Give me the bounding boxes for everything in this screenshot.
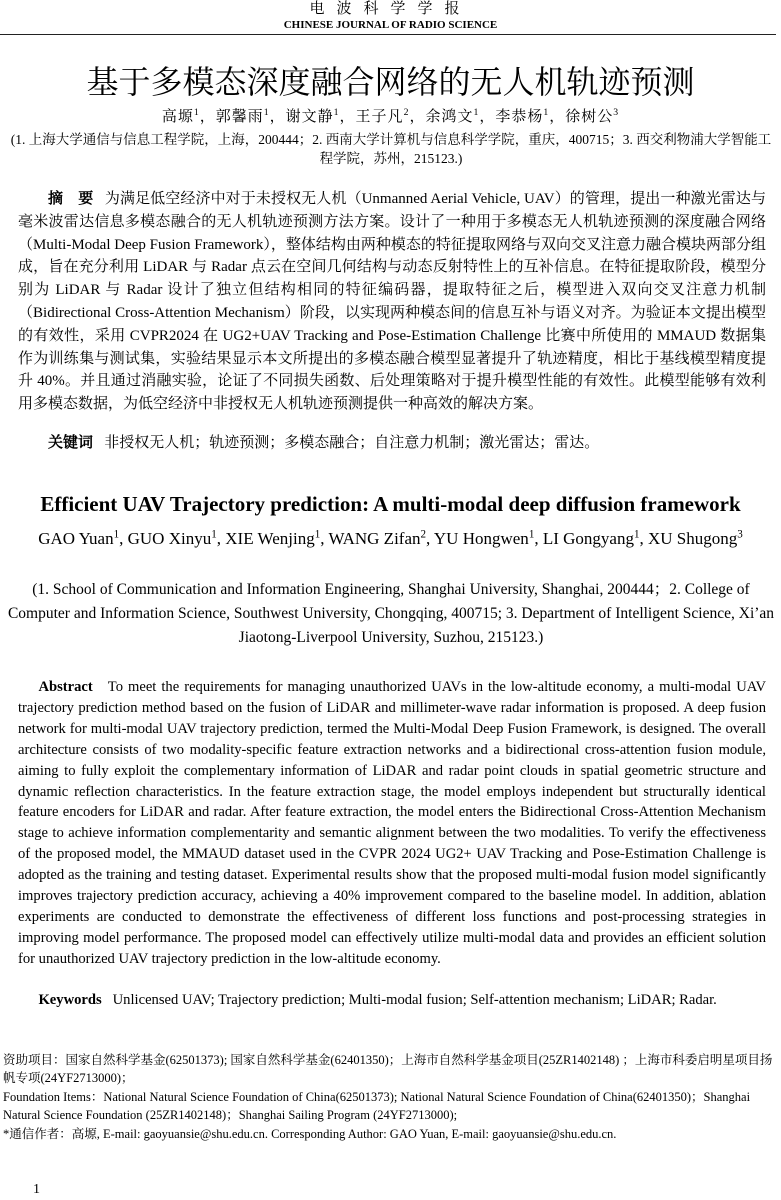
paper-title-cn: 基于多模态深度融合网络的无人机轨迹预测	[86, 63, 695, 101]
author-affiliation-mark: 3	[613, 107, 620, 118]
author-affiliation-mark: 1	[314, 528, 321, 541]
author-name: 李恭杨	[495, 109, 544, 125]
paper-title-en: Efficient UAV Trajectory prediction: A multi-modal deep diffusion framework	[40, 492, 741, 516]
author-affiliation-mark: 1	[193, 107, 200, 118]
keywords-en-text: Unlicensed UAV; Trajectory prediction; Multi-modal fusion; Self-attention mechanism; LiDAR; Radar.	[112, 992, 717, 1008]
author-name: 郭馨雨	[215, 109, 264, 125]
author-affiliation-mark: 1	[211, 528, 217, 541]
abstract-cn-label: 摘 要	[48, 191, 94, 207]
author-affiliation-mark: 1	[528, 528, 535, 541]
author-name: GAO Yuan	[38, 529, 114, 548]
author-affiliation-mark: 2	[420, 528, 427, 541]
author-name: 谢文静	[285, 109, 334, 125]
header-divider	[0, 34, 776, 35]
journal-name-en: CHINESE JOURNAL OF RADIO SCIENCE	[283, 19, 498, 31]
page-number: 1	[33, 1182, 40, 1197]
affiliation-cn: (1. 上海大学通信与信息工程学院，上海，200444；2. 西南大学计算机与信息科学学院，重庆，400715；3. 西交利物浦大学智能工程学院，苏州，215123.)	[10, 132, 772, 166]
author-name: YU Hongwen	[433, 529, 529, 548]
abstract-cn	[18, 188, 766, 416]
journal-name-cn: 电波科学学报	[309, 1, 472, 17]
affiliation-en: (1. School of Communication and Information Engineering, Shanghai University, Shanghai, 200444；2. College of Computer and Information Science, Southwest University, Chongqing, 400715; 3. Department of Intelligent Science, Xi’an Jiaotong-Liverpool University, Suzhou, 215123.)	[7, 581, 775, 646]
author-name: GUO Xinyu	[127, 529, 212, 548]
author-name: LI Gongyang	[542, 529, 634, 548]
author-name: XU Shugong	[648, 529, 738, 548]
funding-cn: 资助项目：国家自然科学基金(62501373); 国家自然科学基金(62401350)；上海市自然科学基金项目(25ZR1402148) ；上海市科委启明星项目扬帆专项(24YF2713000)；	[3, 1053, 773, 1086]
footnotes	[3, 1051, 773, 1143]
abstract-en-text: To meet the requirements for managing unauthorized UAVs in the low-altitude economy, a multi-modal UAV trajectory prediction method based on the fusion of LiDAR and millimeter-wave radar information is proposed. A deep fusion network for multi-modal UAV trajectory prediction, termed the Multi-Modal Deep Fusion Framework, is designed. The overall architecture consists of two modality-specific feature extraction networks and a bidirectional cross-attention fusion module, aiming to fully exploit the complementary information of LiDAR and radar point clouds in spatial geometric structure and dynamic reflection characteristics. In the feature extraction stage, the model employs independent but structurally identical feature encoders for LiDAR and radar. After feature extraction, the model enters the Bidirectional Cross-Attention Mechanism stage to achieve information complementarity and semantic alignment between the two modalities. To verify the effectiveness of the proposed model, the MMAUD dataset used in the CVPR 2024 UG2+ UAV Tracking and Pose-Estimation Challenge is adopted as the training and testing dataset. Experimental results show that the proposed multi-modal fusion model significantly improves trajectory prediction accuracy, achieving a 40% improvement compared to the baseline model. In addition, ablation experiments are conducted to demonstrate the effectiveness of different loss functions and post-processing strategies in improving model performance. The proposed model can effectively utilize multi-modal data and provides an efficient solution for unauthorized UAV trajectory prediction in the low-altitude economy.	[18, 679, 766, 967]
author-affiliation-mark: 1	[633, 528, 640, 541]
author-affiliation-mark: 1	[473, 107, 480, 118]
author-affiliation-mark: 3	[737, 528, 743, 541]
author-name: XIE Wenjing	[225, 529, 315, 548]
abstract-en	[18, 677, 766, 970]
keywords-en-label: Keywords	[38, 992, 102, 1008]
keywords-cn	[18, 432, 766, 455]
author-list-en: GAO Yuan$^1$, GUO Xinyu$^1$, XIE Wenjing$^1$, WANG Zifan$^2$, YU Hongwen$^1$, LI Gongyang$^1$, XU Shugong$^3$	[38, 528, 743, 548]
abstract-cn-text: 为满足低空经济中对于未授权无人机（Unmanned Aerial Vehicle, UAV）的管理，提出一种激光雷达与毫米波雷达信息多模态融合的无人机轨迹预测方法方案。设计了一种用于多模态无人机轨迹预测的深度融合网络（Multi-Modal Deep Fusion Framework），整体结构由两种模态的特征提取网络与双向交叉注意力融合模块两部分组成，旨在充分利用 LiDAR 与 Radar 点云在空间几何结构与动态反射特性上的互补信息。在特征提取阶段，模型分别为 LiDAR 与 Radar 设计了独立但结构相同的特征编码器，提取特征之后，模型进入双向交叉注意力机制（Bidirectional Cross-Attention Mechanism）阶段，以实现两种模态间的信息互补与语义对齐。为验证本文提出模型的有效性，采用 CVPR2024 在 UG2+UAV Tracking and Pose-Estimation Challenge 比赛中所使用的 MMAUD 数据集作为训练集与测试集，实验结果显示本文所提出的多模态融合模型显著提升了轨迹精度，相比于基线模型精度提升 40%。并且通过消融实验，论证了不同损失函数、后处理策略对于提升模型性能的有效性。此模型能够有效利用多模态数据，为低空经济中非授权无人机轨迹预测提供一种高效的解决方案。	[18, 191, 767, 413]
author-affiliation-mark: 1	[333, 107, 340, 118]
author-name: 王子凡	[355, 109, 404, 125]
keywords-cn-text: 非授权无人机；轨迹预测；多模态融合；自注意力机制；激光雷达；雷达。	[104, 435, 600, 451]
author-name: WANG Zifan	[328, 529, 421, 548]
author-affiliation-mark: 1	[543, 107, 550, 118]
corresponding-author: *通信作者：高塬, E-mail: gaoyuansie@shu.edu.cn. Corresponding Author: GAO Yuan, E-mail: gaoyuansie@shu.edu.cn.	[3, 1126, 617, 1141]
funding-en: Foundation Items：National Natural Science Foundation of China(62501373); National Natural Science Foundation of China(62401350)；Shanghai Natural Science Foundation (25ZR1402148)；Shanghai Sailing Program (24YF2713000);	[3, 1089, 751, 1123]
author-name: 余鸿文	[425, 109, 474, 125]
author-affiliation-mark: 2	[403, 107, 410, 118]
author-name: 高塬	[161, 109, 194, 125]
abstract-en-label: Abstract	[38, 679, 93, 695]
author-affiliation-mark: 1	[113, 528, 120, 541]
author-name: 徐树公	[565, 109, 614, 125]
author-affiliation-mark: 1	[263, 107, 270, 118]
keywords-en	[18, 990, 766, 1011]
author-list-cn: 高塬$^1$，郭馨雨$^1$，谢文静$^1$，王子凡$^2$，余鸿文$^1$，李恭杨$^1$，徐树公$^3$	[161, 107, 620, 125]
keywords-cn-label: 关键词	[48, 435, 94, 451]
